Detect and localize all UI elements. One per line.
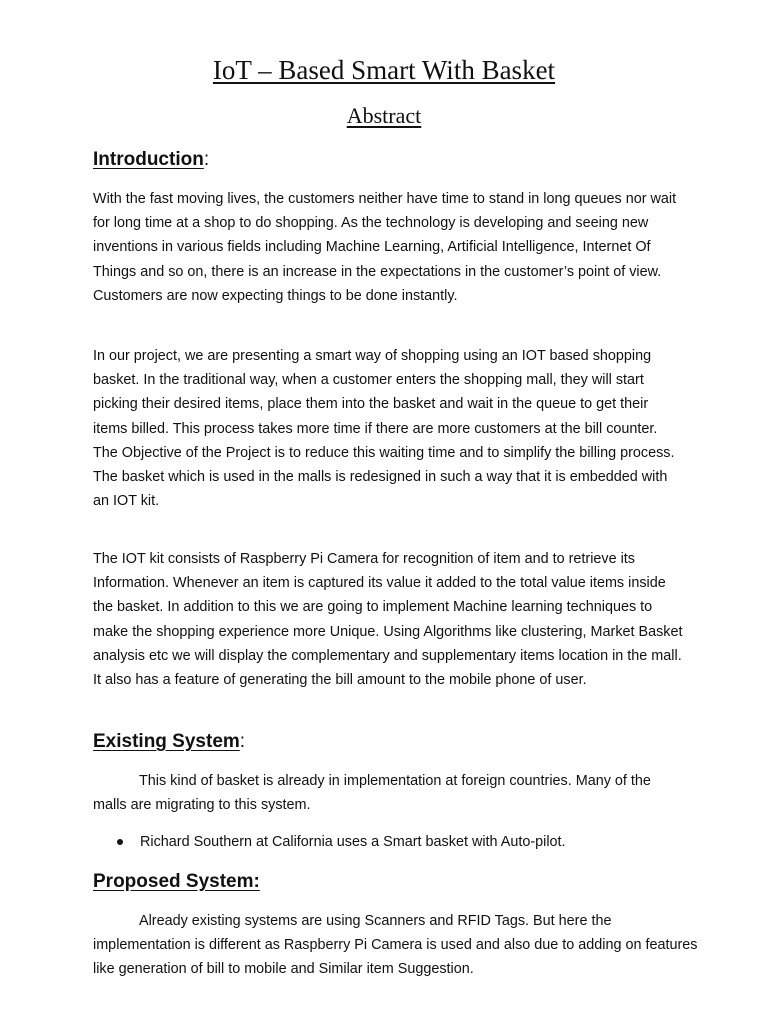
- introduction-heading-text: Introduction: [93, 149, 204, 170]
- proposed-system-heading: [93, 868, 260, 896]
- bullet-item: [93, 830, 685, 854]
- existing-system-paragraph: This kind of basket is already in implementation at foreign countries. Many of the malls are migrating to this system.: [93, 773, 651, 814]
- proposed-system-paragraph: Already existing systems are using Scanners and RFID Tags. But here the implementation is different as Raspberry Pi Camera is used and also due to adding on features like generation of bill to mobile and Similar item Suggestion.: [93, 913, 698, 978]
- existing-system-bullet-list: [93, 830, 685, 854]
- existing-system-heading-colon: :: [239, 731, 246, 752]
- introduction-paragraph-2: In our project, we are presenting a smart way of shopping using an IOT based shopping basket. In the traditional way, when a customer enters the shopping mall, they will start picking their desired items, place them into the basket and wait in the queue to get their items billed. This process takes more time if there are more customers at the bill counter. The Objective of the Project is to reduce this waiting time and to simplify the billing process. The basket which is used in the malls is redesigned in such a way that it is embedded with an IOT kit.: [93, 348, 675, 510]
- existing-system-heading-text: Existing System: [93, 731, 240, 752]
- introduction-paragraph-3: The IOT kit consists of Raspberry Pi Camera for recognition of item and to retrieve its Information. Whenever an item is captured its value it added to the total value items inside the basket. In addition to this we are going to implement Machine learning techniques to make the shopping experience more Unique. Using Algorithms like clustering, Market Basket analysis etc we will display the complementary and supplementary items location in the mall. It also has a feature of generating the bill amount to the mobile phone of user.: [93, 551, 683, 689]
- proposed-system-heading-text: Proposed System:: [93, 871, 260, 892]
- bullet-item-text: Richard Southern at California uses a Smart basket with Auto-pilot.: [140, 834, 566, 850]
- bullet-dot-icon: [117, 839, 123, 845]
- document-title: IoT – Based Smart With Basket: [212, 55, 556, 85]
- abstract-heading: Abstract: [346, 103, 422, 128]
- introduction-heading-colon: :: [203, 149, 210, 170]
- existing-system-heading: [93, 728, 245, 756]
- introduction-paragraph-1: With the fast moving lives, the customers neither have time to stand in long queues nor wait for long time at a shop to do shopping. As the technology is developing and seeing new inventions in various fields including Machine Learning, Artificial Intelligence, Internet Of Things and so on, there is an increase in the expectations in the customer’s point of view. Customers are now expecting things to be done instantly.: [93, 191, 677, 304]
- introduction-heading: [93, 146, 209, 174]
